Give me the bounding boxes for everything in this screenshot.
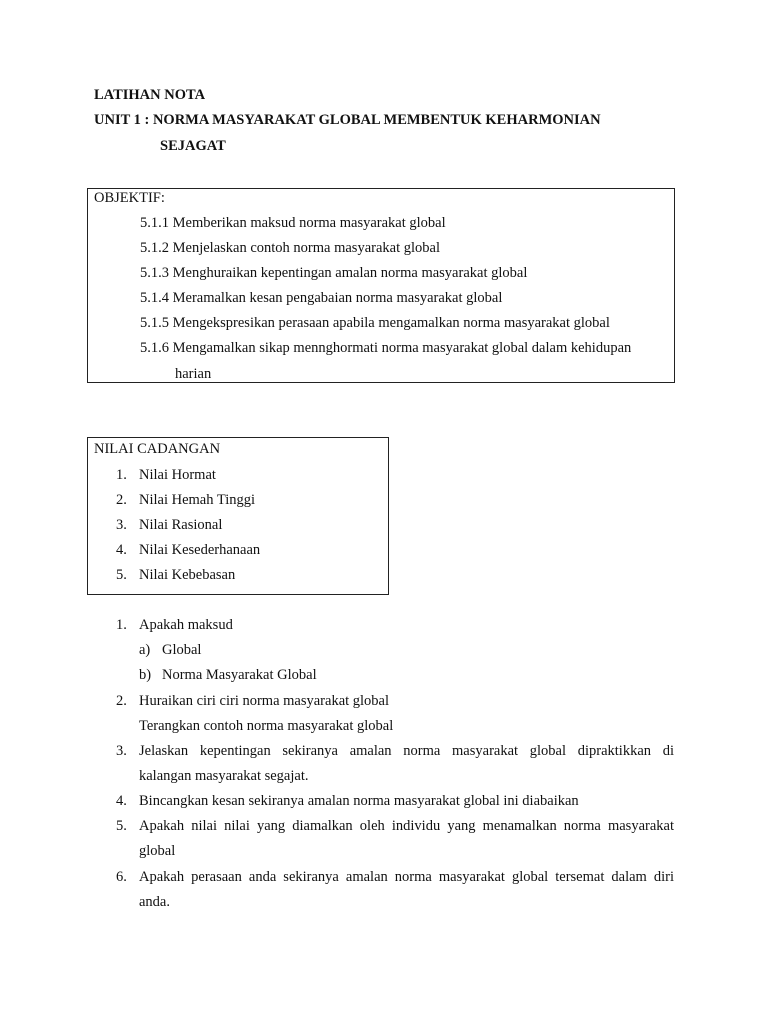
nilai-number: 5. [116, 567, 127, 583]
objektif-item: 5.1.3 Menghuraikan kepentingan amalan norma masyarakat global [140, 265, 528, 281]
nilai-number: 4. [116, 542, 127, 558]
nilai-number: 1. [116, 467, 127, 483]
nilai-item: Nilai Kesederhanaan [139, 542, 261, 558]
objektif-item: 5.1.5 Mengekspresikan perasaan apabila mengamalkan norma masyarakat global [140, 315, 610, 331]
question-text: Apakah perasaan anda sekiranya amalan norma masyarakat global tersemat dalam diri [139, 869, 674, 885]
nilai-item: Nilai Rasional [139, 517, 223, 533]
nilai-heading: NILAI CADANGAN [94, 441, 221, 457]
question-text-line2: Terangkan contoh norma masyarakat global [139, 718, 394, 734]
nilai-number: 3. [116, 517, 127, 533]
sub-item-text: Norma Masyarakat Global [162, 667, 317, 683]
nilai-cadangan-box [87, 437, 389, 595]
objektif-item: 5.1.4 Meramalkan kesan pengabaian norma masyarakat global [140, 290, 503, 306]
question-text: Apakah nilai nilai yang diamalkan oleh individu yang menamalkan norma masyarakat [139, 818, 674, 834]
question-number: 5. [116, 818, 127, 834]
sub-item-text: Global [162, 642, 202, 658]
nilai-item: Nilai Kebebasan [139, 567, 236, 583]
objektif-item: 5.1.6 Mengamalkan sikap mennghormati norma masyarakat global dalam kehidupan [140, 340, 632, 356]
question-number: 3. [116, 743, 127, 759]
question-text-line2: anda. [139, 894, 170, 910]
question-text: Huraikan ciri ciri norma masyarakat global [139, 693, 390, 709]
objektif-heading: OBJEKTIF: [94, 190, 165, 206]
question-text: Bincangkan kesan sekiranya amalan norma masyarakat global ini diabaikan [139, 793, 579, 809]
sub-item-letter: b) [139, 667, 152, 683]
sub-item-letter: a) [139, 642, 151, 658]
objektif-box [87, 188, 675, 383]
question-number: 1. [116, 617, 127, 633]
nilai-item: Nilai Hemah Tinggi [139, 492, 256, 508]
question-text: Apakah maksud [139, 617, 233, 633]
unit-title-continuation: SEJAGAT [160, 138, 226, 154]
document-title: LATIHAN NOTA [94, 87, 206, 103]
question-text: Jelaskan kepentingan sekiranya amalan norma masyarakat global dipraktikkan di [139, 743, 674, 759]
unit-title: UNIT 1 : NORMA MASYARAKAT GLOBAL MEMBENTUK KEHARMONIAN [94, 112, 601, 128]
question-number: 2. [116, 693, 127, 709]
question-number: 6. [116, 869, 127, 885]
question-text-line2: global [139, 843, 176, 859]
objektif-item-continuation: harian [175, 366, 212, 382]
objektif-item: 5.1.1 Memberikan maksud norma masyarakat global [140, 215, 446, 231]
nilai-item: Nilai Hormat [139, 467, 216, 483]
question-text-line2: kalangan masyarakat segajat. [139, 768, 309, 784]
question-number: 4. [116, 793, 127, 809]
objektif-item: 5.1.2 Menjelaskan contoh norma masyarakat global [140, 240, 440, 256]
nilai-number: 2. [116, 492, 127, 508]
